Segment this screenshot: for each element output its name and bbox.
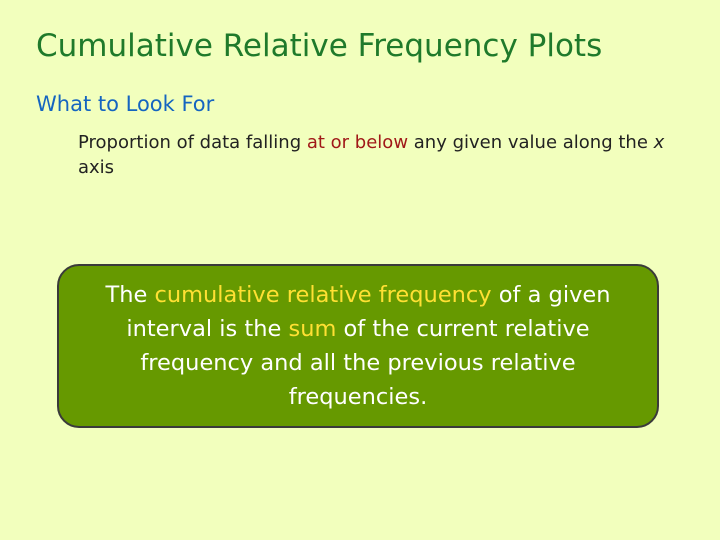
emphasis-text: at or below: [306, 132, 409, 153]
definition-callout: [57, 264, 659, 428]
callout-text-part: of the current relative frequency and all the previous relative frequencies.: [140, 316, 590, 410]
body-paragraph: [78, 130, 698, 180]
axis-variable: x: [653, 132, 665, 153]
callout-text-part: The: [105, 282, 155, 308]
slide-title: Cumulative Relative Frequency Plots: [36, 28, 603, 64]
body-text-part: Proportion of data falling: [78, 132, 307, 153]
callout-text-part: of a given interval is the: [126, 282, 611, 342]
highlighted-term: cumulative relative frequency: [154, 282, 492, 308]
section-heading: What to Look For: [36, 92, 215, 116]
body-text-part: any given value along the: [408, 132, 654, 153]
definition-text: [87, 278, 629, 414]
highlighted-term: sum: [288, 316, 337, 342]
body-text-part: axis: [78, 157, 115, 178]
